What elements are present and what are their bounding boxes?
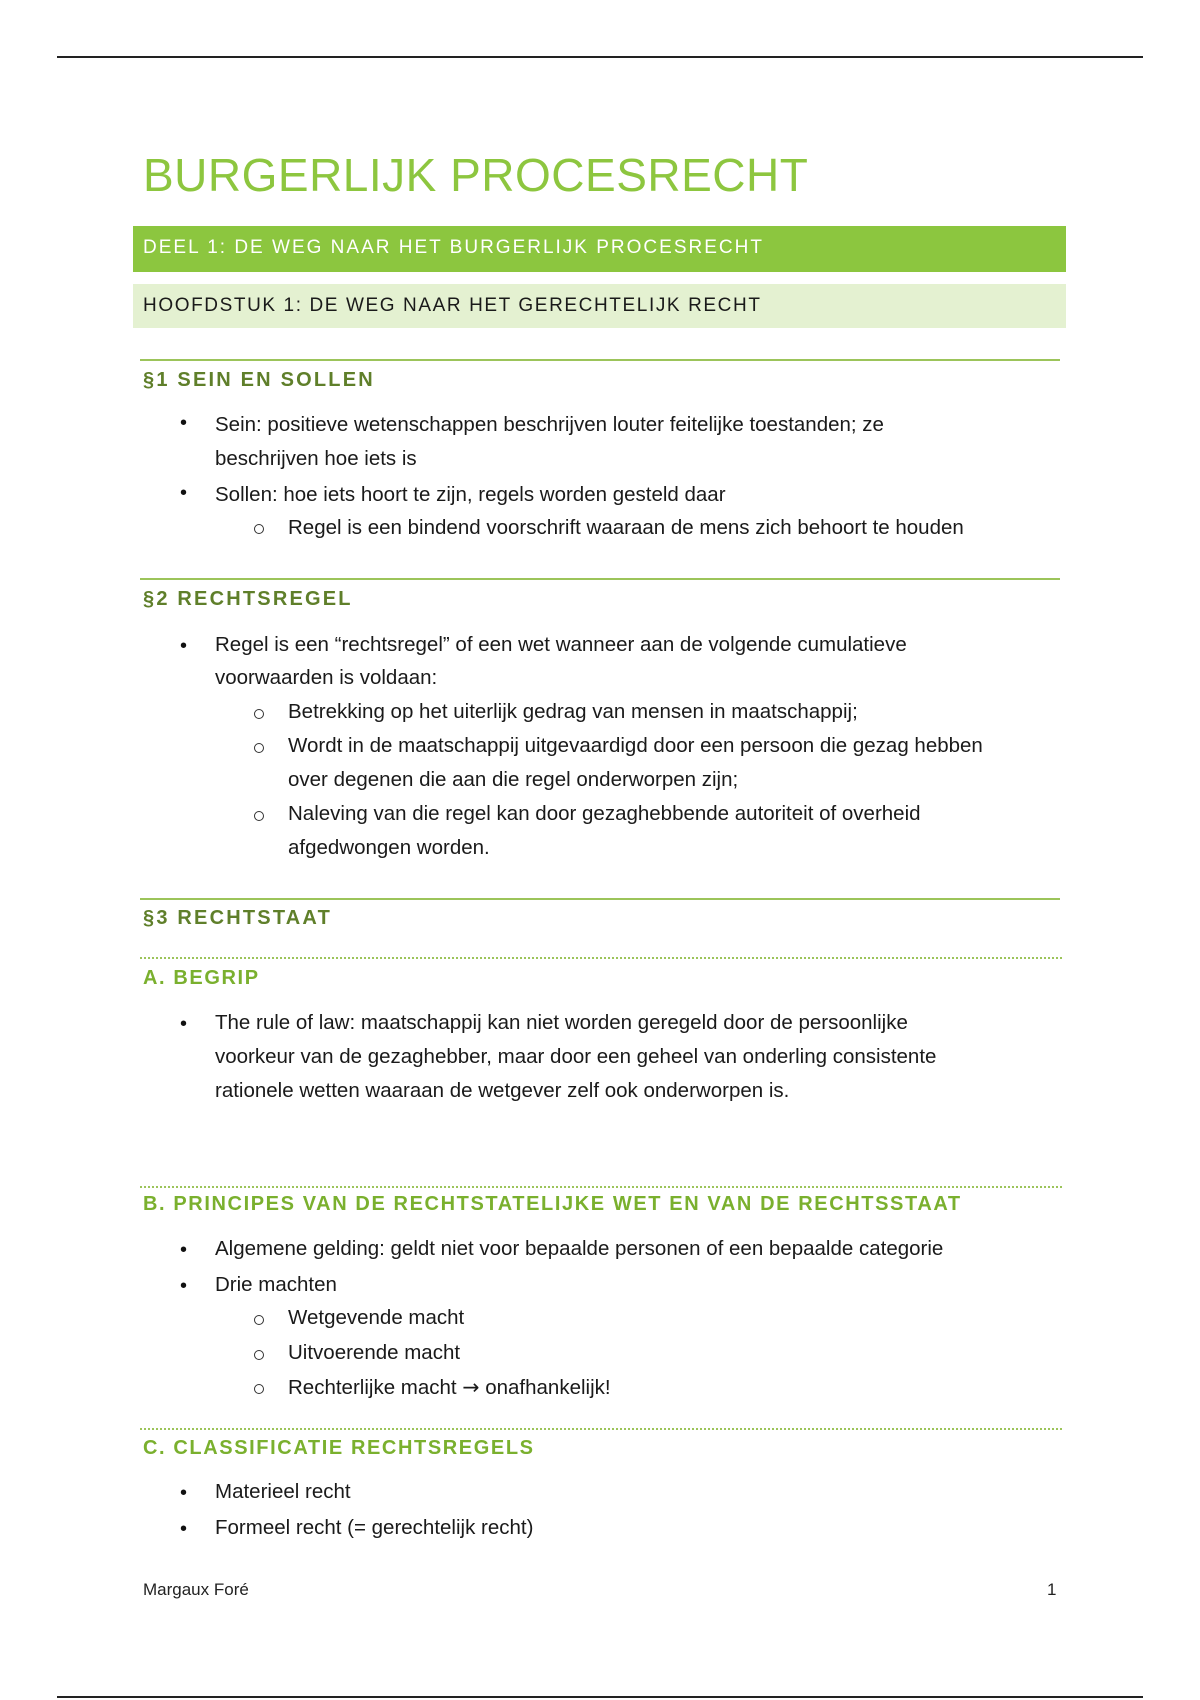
list-item-continued: rationele wetten waaraan de wetgever zelf ook onderworpen is. [215,1079,790,1102]
footer-page-number: 1 [1047,1580,1057,1599]
bullet-dot: • [180,482,188,504]
arrow-right-icon: → [462,1375,480,1399]
section-divider [140,359,1060,361]
subsection-divider [140,1428,1062,1430]
list-item: Sein: positieve wetenschappen beschrijven louter feitelijke toestanden; ze [215,413,884,436]
circle-bullet [254,811,264,821]
section-heading-3: §3 RECHTSTAAT [143,907,332,929]
section-heading-1: §1 SEIN EN SOLLEN [143,369,375,391]
sub-list-item: Betrekking op het uiterlijk gedrag van mensen in maatschappij; [288,700,858,723]
list-item: Formeel recht (= gerechtelijk recht) [215,1516,534,1539]
top-rule [57,56,1143,58]
section-divider [140,578,1060,580]
list-item: The rule of law: maatschappij kan niet worden geregeld door de persoonlijke [215,1011,908,1034]
sub-list-item: Wetgevende macht [288,1306,465,1329]
bullet-dot: • [180,1518,188,1540]
chapter-heading: HOOFDSTUK 1: DE WEG NAAR HET GERECHTELIJK RECHT [143,295,762,316]
list-item: Sollen: hoe iets hoort te zijn, regels worden gesteld daar [215,483,726,506]
bullet-dot: • [180,1013,188,1035]
footer-author: Margaux Foré [143,1580,249,1599]
circle-bullet [254,524,264,534]
bullet-dot: • [180,1275,188,1297]
sub-list-item-text: Rechterlijke macht [288,1376,457,1399]
circle-bullet [254,743,264,753]
part-heading: DEEL 1: DE WEG NAAR HET BURGERLIJK PROCESRECHT [143,237,764,258]
sub-list-item-continued: over degenen die aan die regel onderworpen zijn; [288,768,739,791]
circle-bullet [254,1350,264,1360]
list-item-continued: beschrijven hoe iets is [215,447,417,470]
subsection-divider [140,1186,1062,1188]
bullet-dot: • [180,412,188,434]
sub-list-item: Wordt in de maatschappij uitgevaardigd door een persoon die gezag hebben [288,734,983,757]
sub-list-item-continued: afgedwongen worden. [288,836,490,859]
list-item: Materieel recht [215,1480,351,1503]
circle-bullet [254,709,264,719]
subsection-divider [140,957,1062,959]
section-divider [140,898,1060,900]
bullet-dot: • [180,1482,188,1504]
document-title: BURGERLIJK PROCESRECHT [143,149,809,201]
bullet-dot: • [180,1239,188,1261]
sub-list-item: Regel is een bindend voorschrift waaraan de mens zich behoort te houden [288,516,964,539]
section-heading-2: §2 RECHTSREGEL [143,588,353,610]
sub-list-item: Uitvoerende macht [288,1341,461,1364]
subsection-heading-a: A. BEGRIP [143,967,260,989]
sub-list-item-text: onafhankelijk! [485,1376,611,1399]
list-item-continued: voorwaarden is voldaan: [215,666,438,689]
subsection-heading-c: C. CLASSIFICATIE RECHTSREGELS [143,1437,535,1459]
sub-list-item: Naleving van die regel kan door gezaghebbende autoriteit of overheid [288,802,921,825]
list-item: Algemene gelding: geldt niet voor bepaalde personen of een bepaalde categorie [215,1237,944,1260]
chapter-heading-bar [133,284,1066,328]
bottom-rule [57,1696,1143,1698]
list-item: Drie machten [215,1273,337,1296]
part-heading-bar [133,226,1066,272]
circle-bullet [254,1384,264,1394]
list-item: Regel is een “rechtsregel” of een wet wanneer aan de volgende cumulatieve [215,633,907,656]
subsection-heading-b: B. PRINCIPES VAN DE RECHTSTATELIJKE WET EN VAN DE RECHTSSTAAT [143,1193,962,1215]
circle-bullet [254,1315,264,1325]
list-item-continued: voorkeur van de gezaghebber, maar door een geheel van onderling consistente [215,1045,937,1068]
bullet-dot: • [180,635,188,657]
sub-list-item [288,1370,611,1405]
